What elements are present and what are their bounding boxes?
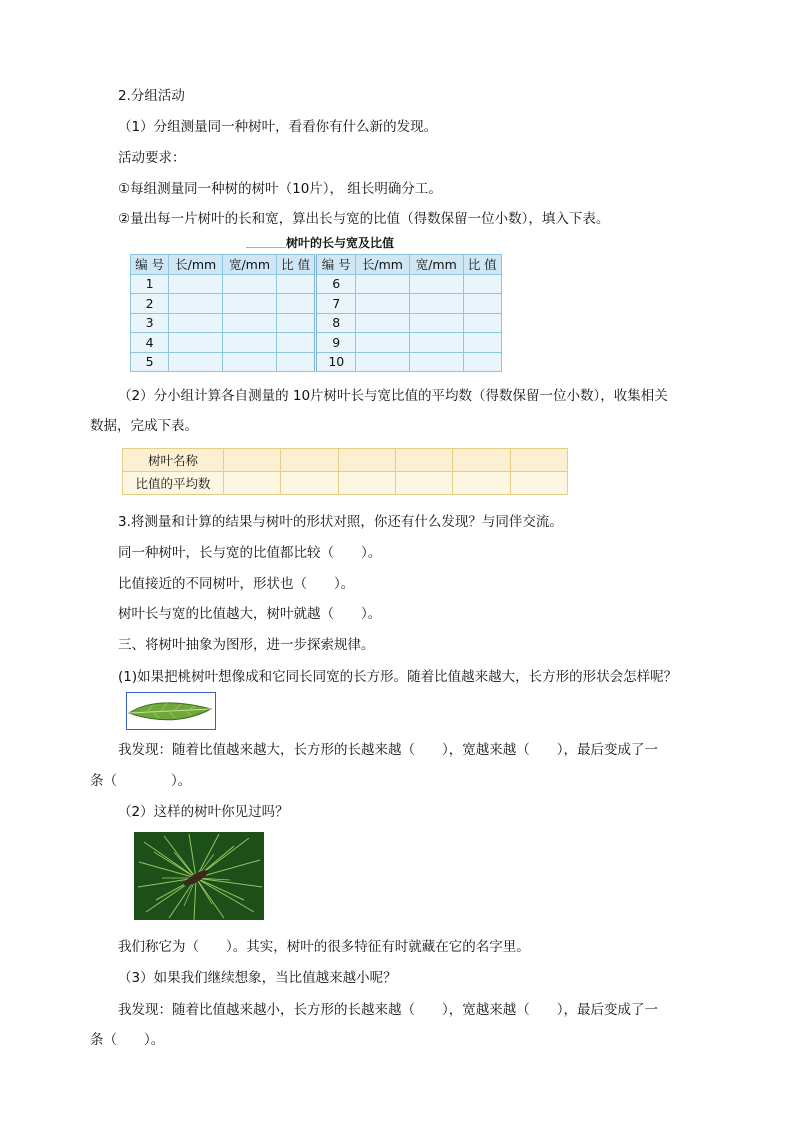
id-cell: 7 bbox=[316, 294, 356, 314]
blank-cell[interactable] bbox=[395, 472, 452, 495]
table-row bbox=[123, 449, 568, 472]
table-header-row bbox=[131, 255, 502, 275]
width-cell[interactable] bbox=[223, 274, 277, 294]
width-cell[interactable] bbox=[409, 274, 463, 294]
blank-cell[interactable] bbox=[281, 472, 338, 495]
blank-cell[interactable] bbox=[510, 472, 567, 495]
header-cell: 长/mm bbox=[356, 255, 410, 275]
length-cell[interactable] bbox=[356, 313, 410, 333]
table-row bbox=[131, 352, 502, 372]
leaf-icon bbox=[127, 693, 215, 729]
length-cell[interactable] bbox=[356, 333, 410, 353]
header-cell: 编 号 bbox=[131, 255, 169, 275]
question-3: （3）如果我们继续想象，当比值越来越小呢？ bbox=[118, 970, 397, 986]
ratio-cell[interactable] bbox=[276, 294, 316, 314]
width-cell[interactable] bbox=[223, 352, 277, 372]
peach-leaf-image bbox=[126, 692, 216, 730]
blank-cell[interactable] bbox=[453, 472, 510, 495]
fill-blank-1: 同一种树叶，长与宽的比值都比较（ ）。 bbox=[118, 545, 382, 561]
id-cell: 4 bbox=[131, 333, 169, 353]
header-cell: 比 值 bbox=[276, 255, 316, 275]
id-cell: 3 bbox=[131, 313, 169, 333]
header-cell: 比 值 bbox=[463, 255, 501, 275]
table-row bbox=[131, 313, 502, 333]
finding-1: 我发现：随着比值越来越大，长方形的长越来越（ ），宽越来越（ ），最后变成了一 bbox=[118, 742, 658, 758]
header-cell: 长/mm bbox=[169, 255, 223, 275]
width-cell[interactable] bbox=[223, 294, 277, 314]
blank-cell[interactable] bbox=[453, 449, 510, 472]
length-cell[interactable] bbox=[356, 274, 410, 294]
id-cell: 8 bbox=[316, 313, 356, 333]
requirements-heading: 活动要求： bbox=[118, 150, 186, 166]
ratio-cell[interactable] bbox=[276, 313, 316, 333]
width-cell[interactable] bbox=[409, 352, 463, 372]
id-cell: 9 bbox=[316, 333, 356, 353]
blank-cell[interactable] bbox=[338, 449, 395, 472]
table-row bbox=[131, 294, 502, 314]
ratio-cell[interactable] bbox=[463, 333, 501, 353]
ratio-cell[interactable] bbox=[463, 352, 501, 372]
fill-blank-2: 比值接近的不同树叶，形状也（ ）。 bbox=[118, 576, 355, 592]
blank-cell[interactable] bbox=[224, 472, 281, 495]
header-cell: 宽/mm bbox=[409, 255, 463, 275]
name-sentence: 我们称它为（ ）。其实，树叶的很多特征有时就藏在它的名字里。 bbox=[118, 939, 530, 955]
blank-cell[interactable] bbox=[338, 472, 395, 495]
section-heading-2: 2.分组活动 bbox=[118, 88, 185, 104]
section-heading-three: 三、将树叶抽象为图形，进一步探索规律。 bbox=[118, 637, 375, 653]
width-cell[interactable] bbox=[223, 333, 277, 353]
width-cell[interactable] bbox=[409, 333, 463, 353]
pine-needles-photo bbox=[134, 832, 264, 920]
section-heading-3: 3.将测量和计算的结果与树叶的形状对照，你还有什么发现？与同伴交流。 bbox=[118, 514, 563, 530]
row-label: 比值的平均数 bbox=[123, 472, 224, 495]
blank-cell[interactable] bbox=[224, 449, 281, 472]
requirement-2: ②量出每一片树叶的长和宽，算出长与宽的比值（得数保留一位小数），填入下表。 bbox=[118, 211, 610, 227]
blank-cell[interactable] bbox=[510, 449, 567, 472]
header-cell: 宽/mm bbox=[223, 255, 277, 275]
table1-caption: 树叶的长与宽及比值 bbox=[286, 236, 395, 250]
question-2: （2）这样的树叶你见过吗？ bbox=[118, 804, 289, 820]
id-cell: 2 bbox=[131, 294, 169, 314]
length-cell[interactable] bbox=[356, 352, 410, 372]
table-row bbox=[123, 472, 568, 495]
blank-cell[interactable] bbox=[395, 449, 452, 472]
blank-cell[interactable] bbox=[281, 449, 338, 472]
activity-1-text: （1）分组测量同一种树叶，看看你有什么新的发现。 bbox=[118, 119, 438, 135]
ratio-cell[interactable] bbox=[463, 313, 501, 333]
requirement-1: ①每组测量同一种树的树叶（10片）， 组长明确分工。 bbox=[118, 181, 442, 197]
fill-blank-3: 树叶长与宽的比值越大，树叶就越（ ）。 bbox=[118, 606, 382, 622]
length-cell[interactable] bbox=[169, 294, 223, 314]
question-1: (1)如果把桃树叶想像成和它同长同宽的长方形。随着比值越来越大，长方形的形状会怎样呢？ bbox=[118, 669, 678, 685]
length-cell[interactable] bbox=[169, 274, 223, 294]
ratio-cell[interactable] bbox=[276, 274, 316, 294]
ratio-cell[interactable] bbox=[463, 294, 501, 314]
id-cell: 10 bbox=[316, 352, 356, 372]
row-label: 树叶名称 bbox=[123, 449, 224, 472]
header-cell: 编 号 bbox=[316, 255, 356, 275]
caption-underline bbox=[246, 247, 286, 248]
finding-2: 我发现：随着比值越来越小，长方形的长越来越（ ），宽越来越（ ），最后变成了一 bbox=[118, 1002, 658, 1018]
width-cell[interactable] bbox=[409, 294, 463, 314]
finding-1-cont: 条（ ）。 bbox=[90, 773, 192, 789]
width-cell[interactable] bbox=[223, 313, 277, 333]
width-cell[interactable] bbox=[409, 313, 463, 333]
ratio-cell[interactable] bbox=[276, 333, 316, 353]
length-cell[interactable] bbox=[169, 333, 223, 353]
length-cell[interactable] bbox=[169, 352, 223, 372]
id-cell: 5 bbox=[131, 352, 169, 372]
average-ratio-table bbox=[122, 448, 568, 495]
pine-icon bbox=[134, 832, 264, 920]
finding-2-cont: 条（ ）。 bbox=[90, 1032, 165, 1048]
length-cell[interactable] bbox=[169, 313, 223, 333]
id-cell: 6 bbox=[316, 274, 356, 294]
table-row bbox=[131, 274, 502, 294]
id-cell: 1 bbox=[131, 274, 169, 294]
length-cell[interactable] bbox=[356, 294, 410, 314]
leaf-measure-table bbox=[130, 254, 502, 372]
ratio-cell[interactable] bbox=[276, 352, 316, 372]
activity-2-text-cont: 数据，完成下表。 bbox=[90, 418, 198, 434]
table-row bbox=[131, 333, 502, 353]
ratio-cell[interactable] bbox=[463, 274, 501, 294]
activity-2-text: （2）分小组计算各自测量的 10片树叶长与宽比值的平均数（得数保留一位小数），收集相关 bbox=[118, 388, 668, 404]
